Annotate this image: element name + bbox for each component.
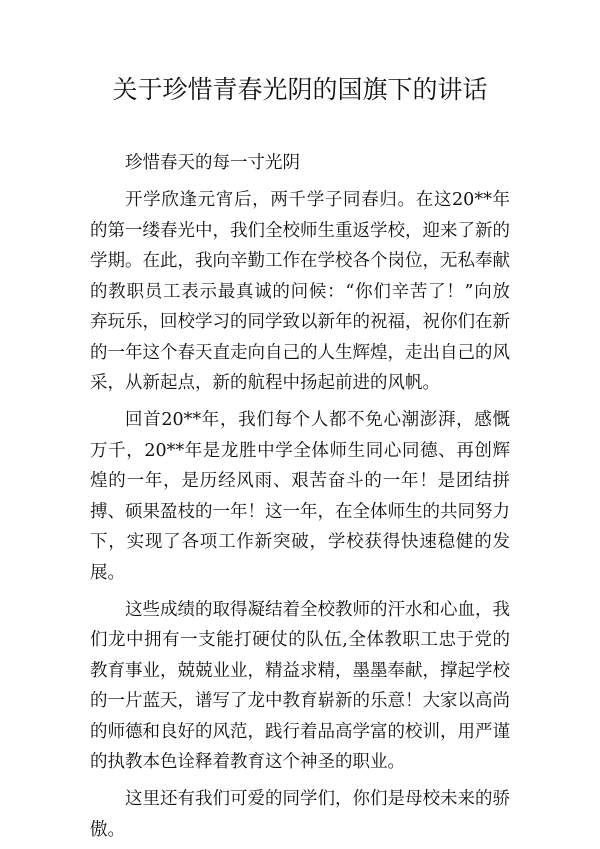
document-subtitle: 珍惜春天的每一寸光阴 xyxy=(125,153,300,173)
document-title: 关于珍惜青春光阴的国旗下的讲话 xyxy=(112,75,488,104)
paragraph: 这些成绩的取得凝结着全校教师的汗水和心血，我们龙中拥有一支能打硬仗的队伍,全体教职工忠于党的教育事业，兢兢业业，精益求精，墨墨奉献，撑起学校的一片蓝天，谱写了龙中教育崭新的乐意！大家以高尚的师德和良好的风范，践行着品高学富的校训，用严谨的执教本色诠释着教育这个神圣的职业。 xyxy=(90,599,510,772)
document-body xyxy=(90,148,510,845)
paragraph: 回首20**年，我们每个人都不免心潮澎湃，感慨万千，20**年是龙胜中学全体师生同心同德、再创辉煌的一年，是历经风雨、艰苦奋斗的一年！是团结拼搏、硕果盈枝的一年！这一年，在全体师生的共同努力下，实现了各项工作新突破，学校获得快速稳健的发展。 xyxy=(90,410,510,583)
paragraph: 这里还有我们可爱的同学们，你们是母校未来的骄傲。 xyxy=(90,789,510,840)
paragraph: 开学欣逢元宵后，两千学子同春归。在这20**年的第一缕春光中，我们全校师生重返学校，迎来了新的学期。在此，我向辛勤工作在学校各个岗位，无私奉献的教职员工表示最真诚的问候：“你们辛苦了！”向放弃玩乐，回校学习的同学致以新年的祝福，祝你们在新的一年这个春天直走向自己的人生辉煌，走出自己的风采，从新起点，新的航程中扬起前进的风帆。 xyxy=(90,190,510,393)
